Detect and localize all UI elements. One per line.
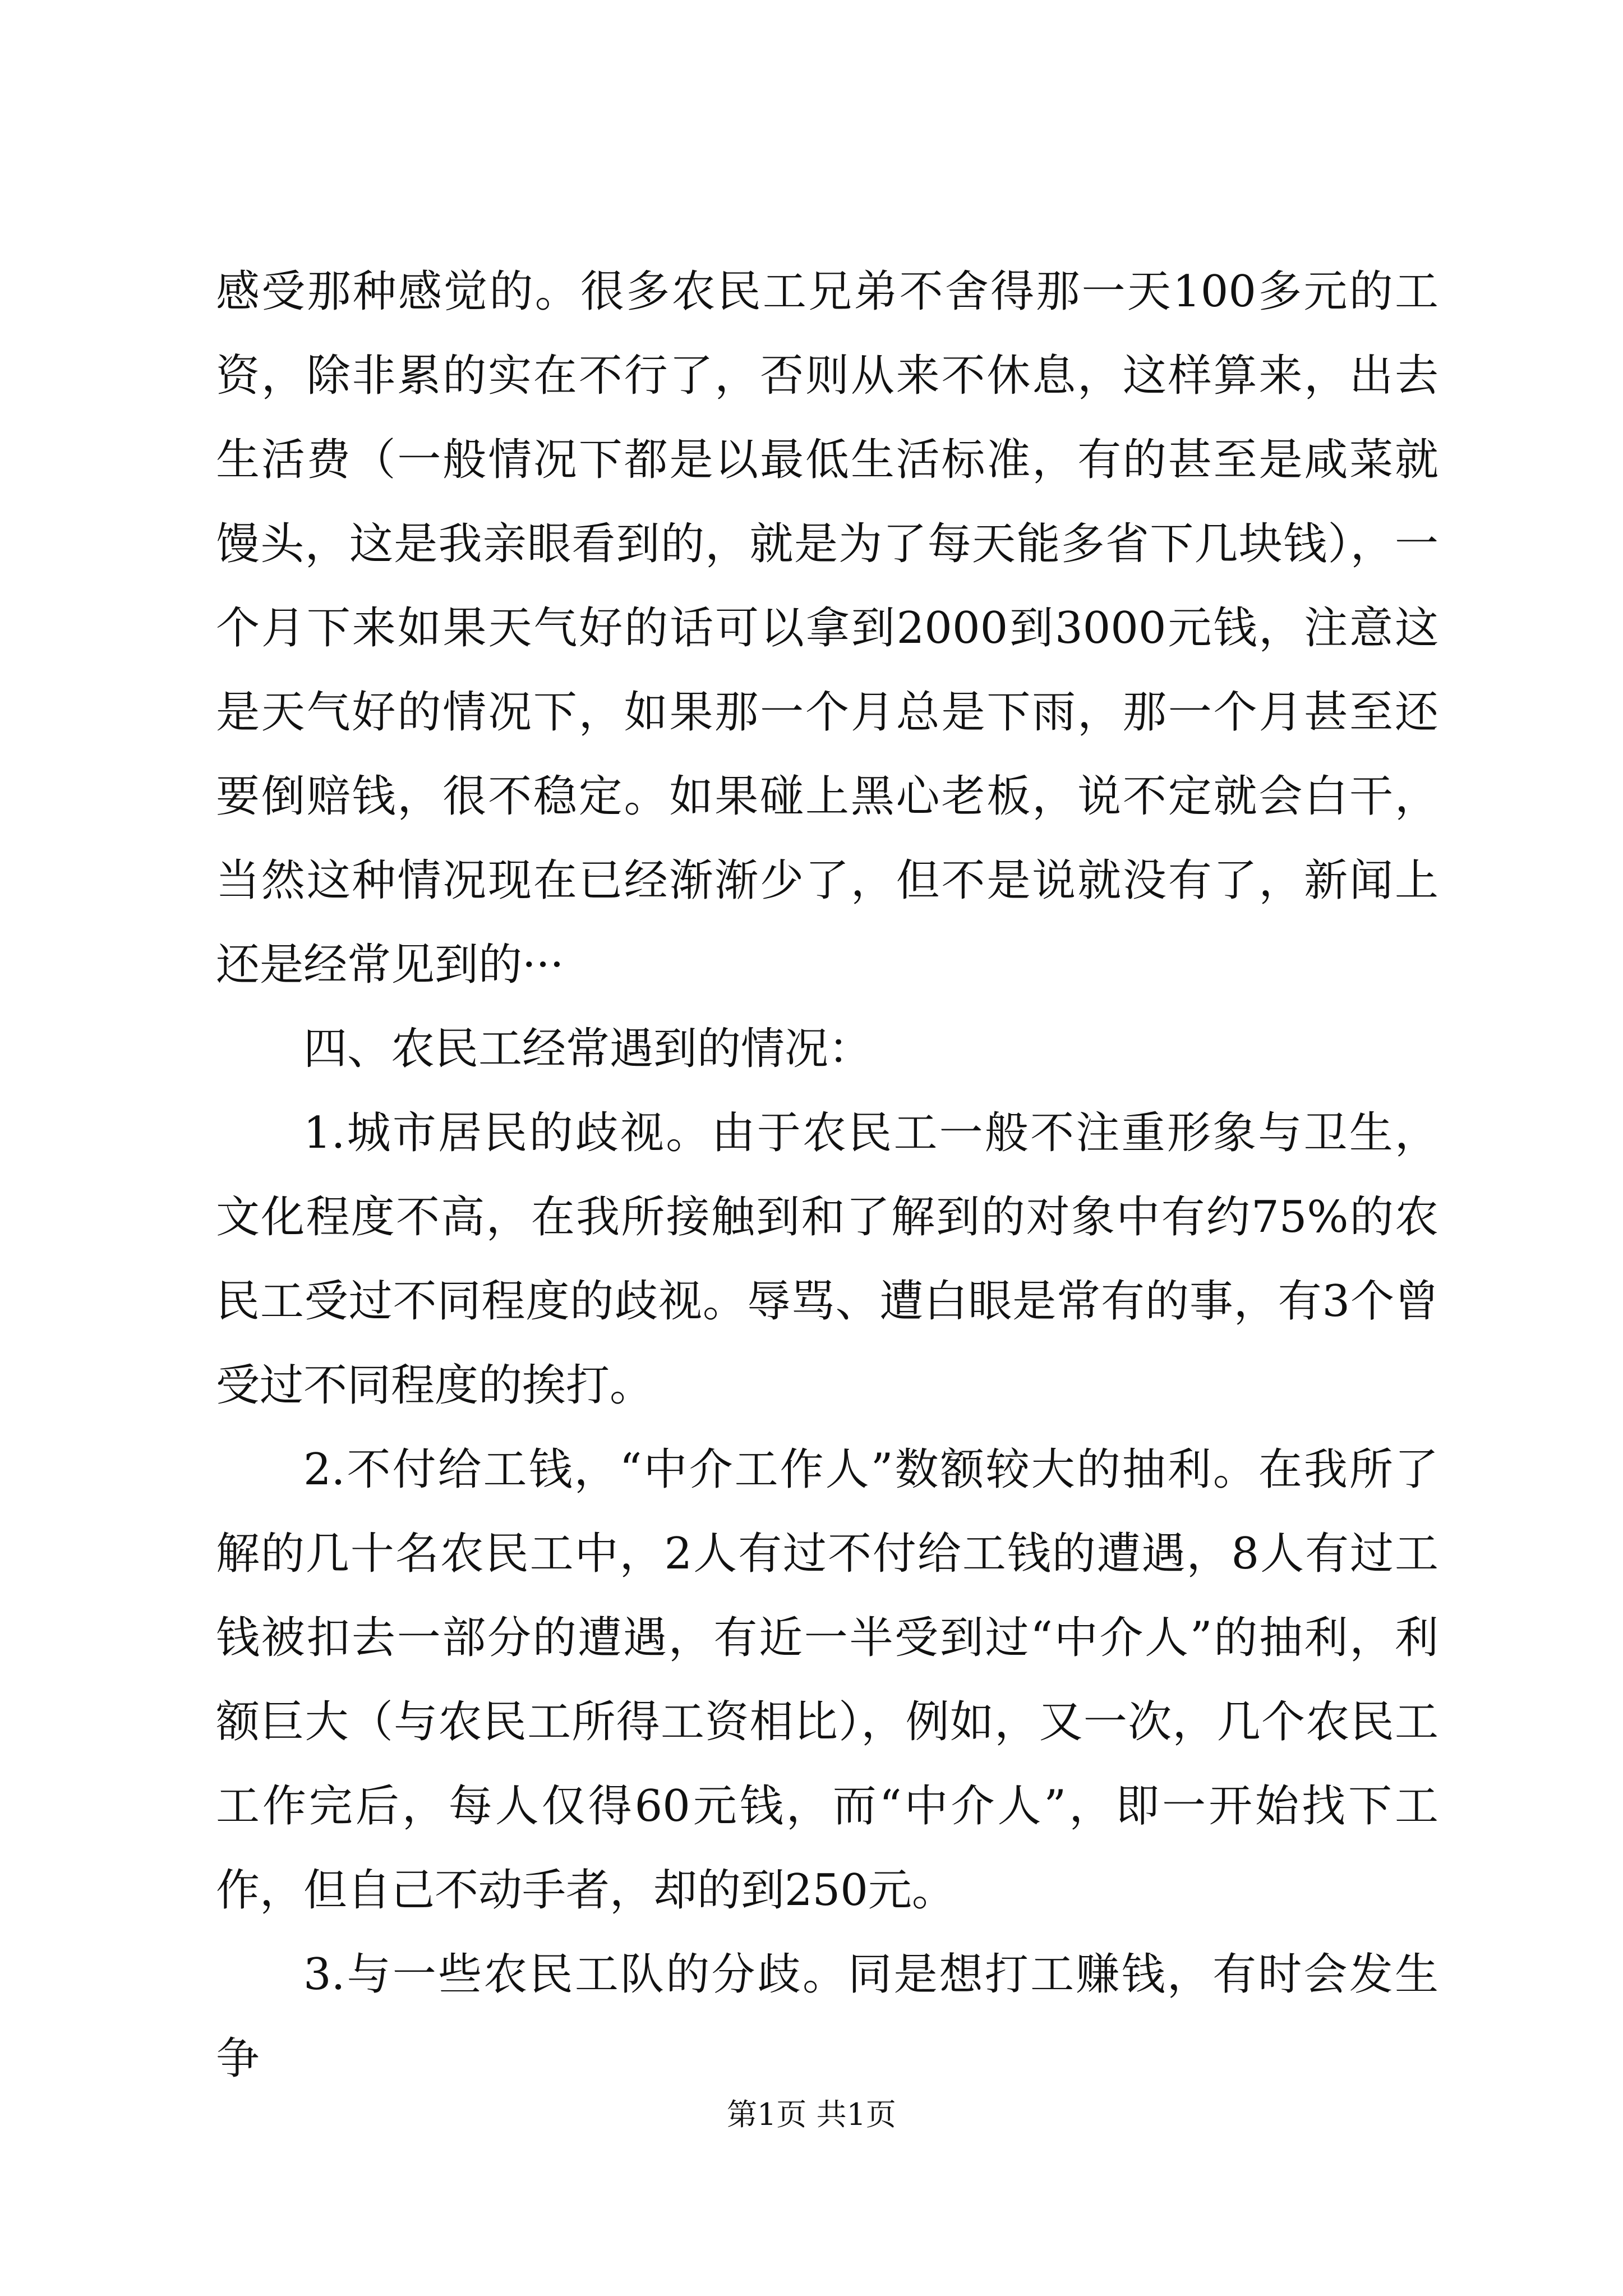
paragraph-team-disputes: 3.与一些农民工队的分歧。同是想打工赚钱，有时会发生争 xyxy=(216,1949,1438,2084)
paragraph-wages-commission: 2.不付给工钱，“中介工作人”数额较大的抽利。在我所了解的几十名农民工中，2人有过不付给工钱的遭遇，8人有过工钱被扣去一部分的遭遇，有近一半受到过“中介人”的抽利，利额巨大（与农民工所得工资相比），例如，又一次，几个农民工工作完后，每人仅得60元钱，而“中介人”，即一开始找下工作，但自己不动手者，却的到250元。 xyxy=(216,1444,1438,1916)
page-footer: 第1页 共1页 xyxy=(727,2097,896,2132)
paragraph-discrimination: 1.城市居民的歧视。由于农民工一般不注重形象与卫生，文化程度不高，在我所接触到和了解到的对象中有约75%的农民工受过不同程度的歧视。辱骂、遭白眼是常有的事，有3个曾受过不同程度的挨打。 xyxy=(216,1108,1438,1411)
section-heading-situations: 四、农民工经常遇到的情况： xyxy=(303,1024,873,1074)
paragraph-income: 感受那种感觉的。很多农民工兄弟不舍得那一天100多元的工资，除非累的实在不行了，否则从来不休息，这样算来，出去生活费（一般情况下都是以最低生活标准，有的甚至是咸菜就馒头，这是我亲眼看到的，就是为了每天能多省下几块钱），一个月下来如果天气好的话可以拿到2000到3000元钱，注意这是天气好的情况下，如果那一个月总是下雨，那一个月甚至还要倒赔钱，很不稳定。如果碰上黑心老板，说不定就会白干，当然这种情况现在已经渐渐少了，但不是说就没有了，新闻上还是经常见到的··· xyxy=(216,266,1438,990)
body-text xyxy=(216,250,1438,2101)
